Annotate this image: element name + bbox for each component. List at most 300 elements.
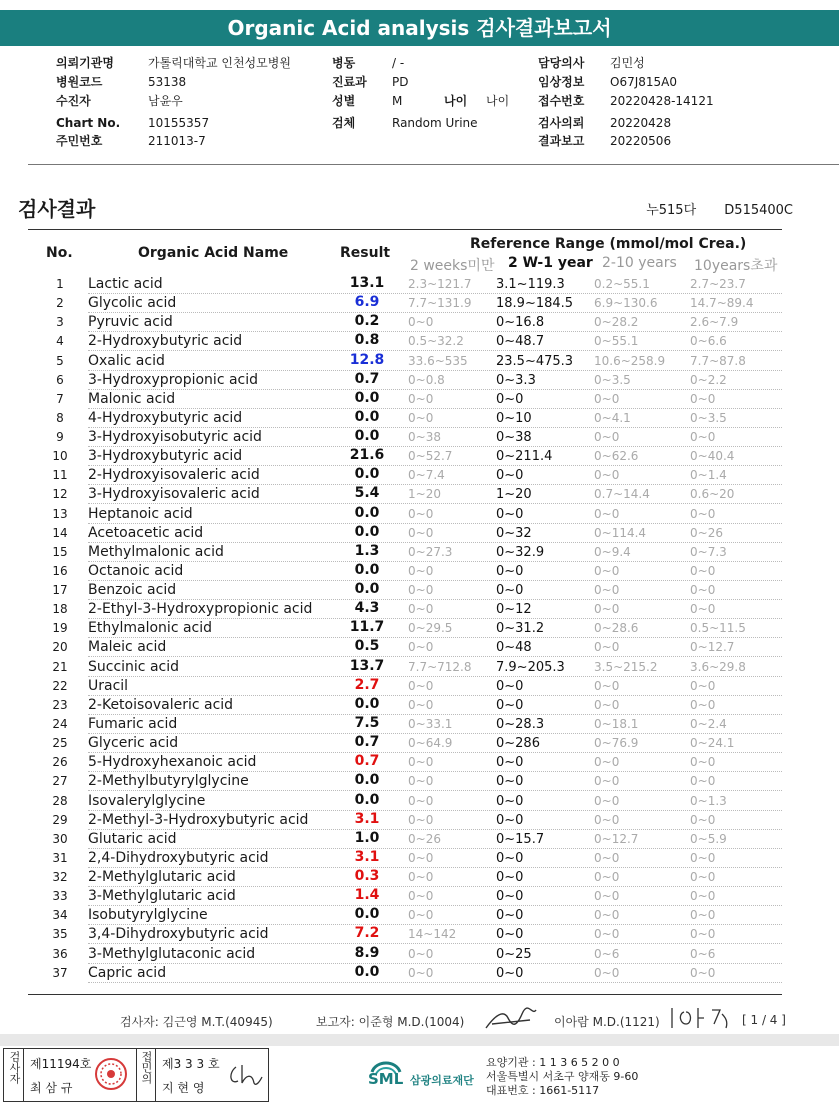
reference-range: 0~0: [594, 965, 620, 980]
result-value: 0.3: [354, 868, 380, 885]
table-row: [28, 313, 782, 332]
reference-range: 0~0: [408, 583, 434, 598]
reference-range: 0~0: [690, 774, 716, 789]
info-value-report-date: 20220506: [610, 134, 672, 148]
acid-name: 2-Methylbutyrylglycine: [88, 773, 249, 790]
acid-name: Glycolic acid: [88, 295, 177, 312]
result-value: 13.7: [349, 657, 385, 674]
reference-range: 0~0: [408, 946, 434, 961]
reference-range: 0~26: [690, 525, 723, 540]
acid-name: 3-Methylglutaric acid: [88, 888, 236, 905]
row-number: 2: [56, 296, 64, 311]
header-name: Organic Acid Name: [138, 245, 289, 261]
table-row: [28, 581, 782, 600]
result-value: 12.8: [349, 351, 385, 368]
result-value: 0.0: [354, 906, 380, 923]
row-number: 19: [52, 621, 68, 636]
reference-range: 0~0: [690, 583, 716, 598]
table-row: [28, 562, 782, 581]
info-value-ward: / -: [392, 56, 405, 70]
reference-range: 0~0: [594, 602, 620, 617]
reference-range: 0~40.4: [690, 449, 735, 464]
result-value: 13.1: [349, 275, 385, 291]
reference-range: 0~62.6: [594, 449, 639, 464]
reference-range: 0~0: [690, 506, 716, 521]
reference-range: 2.3~121.7: [408, 277, 472, 291]
result-value: 11.7: [349, 619, 385, 636]
reference-range: 0~55.1: [594, 334, 639, 349]
reference-range: 0~15.7: [496, 831, 545, 847]
reference-range: 0~4.1: [594, 410, 631, 425]
table-row: [28, 409, 782, 428]
table-row: [28, 849, 782, 868]
acid-name: 3-Hydroxyisovaleric acid: [88, 486, 260, 503]
info-value-resident-no: 211013-7: [148, 134, 206, 148]
result-value: 0.7: [354, 753, 380, 770]
table-row: [28, 505, 782, 524]
reference-range: 0~0: [594, 927, 620, 942]
reference-range: 0~0: [594, 812, 620, 827]
reference-range: 0~29.5: [408, 621, 453, 636]
acid-name: Succinic acid: [88, 658, 180, 675]
result-value: 3.1: [354, 810, 380, 827]
reference-range: 0~0: [594, 908, 620, 923]
result-value: 8.9: [354, 944, 380, 961]
acid-name: 3-Hydroxyisobutyric acid: [88, 429, 262, 446]
stamp-signature: [226, 1061, 264, 1089]
reference-range: 0~0: [690, 755, 716, 770]
signature-line: [120, 1010, 800, 1032]
reference-range: 0~0: [690, 430, 716, 445]
acid-name: 2-Ethyl-3-Hydroxypropionic acid: [88, 601, 313, 618]
reference-range: 0~0: [594, 755, 620, 770]
acid-name: 2-Hydroxybutyric acid: [88, 333, 243, 350]
reference-range: 0~0: [594, 697, 620, 712]
info-label-ward: 병동: [332, 56, 356, 70]
reference-range: 0~0: [594, 678, 620, 693]
reference-range: 0~0: [496, 870, 524, 886]
info-divider: [28, 164, 839, 165]
result-value: 0.0: [354, 695, 380, 712]
reference-range: 0~24.1: [690, 736, 735, 751]
row-number: 1: [56, 277, 64, 291]
result-value: 0.0: [354, 504, 380, 521]
reference-range: 0~2.4: [690, 716, 727, 731]
result-value: 0.0: [354, 561, 380, 578]
reference-range: 0~0: [690, 927, 716, 942]
result-value: 3.1: [354, 848, 380, 865]
row-number: 7: [56, 391, 64, 406]
reviewer-label: 이아람 M.D.(1121): [554, 1015, 660, 1029]
table-row: [28, 275, 782, 294]
table-row: [28, 638, 782, 657]
row-number: 34: [52, 908, 68, 923]
row-number: 31: [52, 850, 68, 865]
table-row: [28, 390, 782, 409]
acid-name: Oxalic acid: [88, 352, 165, 369]
table-row: [28, 600, 782, 619]
table-row: [28, 753, 782, 772]
reporter-label: 보고자: 이준형 M.D.(1004): [316, 1015, 465, 1029]
reference-range: 0.2~55.1: [594, 277, 650, 291]
reference-range: 0~0: [408, 525, 434, 540]
result-value: 7.5: [354, 714, 380, 731]
results-heading: 검사결과: [18, 197, 96, 221]
reference-range: 1~20: [496, 487, 532, 503]
result-value: 2.7: [354, 676, 380, 693]
reference-range: 0~0: [594, 640, 620, 655]
table-row: [28, 543, 782, 562]
reference-range: 0~0: [496, 850, 524, 866]
reference-range: 0~114.4: [594, 525, 647, 540]
reference-range: 0.7~14.4: [594, 487, 650, 502]
reference-range: 14.7~89.4: [690, 296, 754, 311]
reference-range: 0~28.2: [594, 315, 639, 330]
stamp-right-number: 제3 3 3 호: [162, 1057, 220, 1071]
reference-range: 0~7.4: [408, 468, 445, 483]
acid-name: 5-Hydroxyhexanoic acid: [88, 754, 257, 771]
info-value-clinical: O67J815A0: [610, 75, 678, 89]
row-number: 26: [52, 755, 68, 770]
reference-range: 0~64.9: [408, 736, 453, 751]
row-number: 18: [52, 602, 68, 617]
reference-range: 0~0: [408, 602, 434, 617]
acid-name: Octanoic acid: [88, 562, 184, 579]
reference-range: 7.7~87.8: [690, 353, 746, 368]
header-col-2w1y: 2 W-1 year: [508, 255, 593, 271]
acid-name: 4-Hydroxybutyric acid: [88, 409, 243, 426]
row-number: 36: [52, 946, 68, 961]
row-number: 23: [52, 697, 68, 712]
header-col-10y: 10years초과: [694, 258, 778, 274]
reference-range: 33.6~535: [408, 353, 468, 368]
info-value-specimen: Random Urine: [392, 116, 478, 130]
reference-range: 0~0: [594, 391, 620, 406]
reference-range: 0~0: [594, 889, 620, 904]
reference-range: 0~0: [594, 430, 620, 445]
row-number: 4: [56, 334, 64, 349]
reference-range: 0~0: [408, 506, 434, 521]
table-row: [28, 715, 782, 734]
reference-range: 0~28.6: [594, 621, 639, 636]
row-number: 30: [52, 831, 68, 846]
reference-range: 0~25: [496, 946, 532, 962]
row-number: 8: [56, 410, 64, 425]
row-number: 22: [52, 678, 68, 693]
acid-name: Acetoacetic acid: [88, 524, 204, 541]
table-row: [28, 294, 782, 313]
row-number: 14: [52, 525, 68, 540]
info-value-chart-no: 10155357: [148, 116, 210, 130]
info-label-accession: 접수번호: [538, 94, 585, 108]
acid-name: 2-Methylglutaric acid: [88, 869, 236, 886]
reference-range: 0.5~32.2: [408, 334, 464, 349]
reference-range: 0~5.9: [690, 831, 727, 846]
reference-range: 0~0: [690, 697, 716, 712]
table-row: [28, 792, 782, 811]
reference-range: 0~0: [496, 468, 524, 484]
acid-name: Glutaric acid: [88, 830, 177, 847]
reference-range: 7.7~712.8: [408, 659, 472, 674]
reference-range: 0~0: [408, 697, 434, 712]
reference-range: 0~31.2: [496, 621, 545, 637]
reference-range: 0~0: [408, 850, 434, 865]
reference-range: 0~0: [408, 812, 434, 827]
reference-range: 0~38: [496, 430, 532, 446]
reference-range: 0~0: [408, 391, 434, 406]
reference-range: 0~0: [496, 927, 524, 943]
reference-range: 0~28.3: [496, 716, 545, 732]
reference-range: 0~0: [496, 563, 524, 579]
result-value: 0.0: [354, 791, 380, 808]
result-value: 0.0: [354, 963, 380, 980]
reference-range: 0~76.9: [594, 736, 639, 751]
reference-range: 0~1.3: [690, 793, 727, 808]
info-label-chart-no: Chart No.: [56, 116, 121, 130]
reference-range: 18.9~184.5: [496, 296, 574, 312]
reference-range: 0~3.3: [496, 372, 536, 388]
header-result: Result: [340, 245, 391, 261]
row-number: 28: [52, 793, 68, 808]
row-number: 10: [52, 449, 68, 464]
reference-range: 0~0: [690, 889, 716, 904]
table-row: [28, 524, 782, 543]
reference-range: 0~0: [594, 563, 620, 578]
reference-range: 0~0: [690, 850, 716, 865]
reference-range: 0~6.6: [690, 334, 727, 349]
row-separator: [88, 982, 782, 983]
acid-name: 2,4-Dihydroxybutyric acid: [88, 849, 269, 866]
reference-range: 0~0.8: [408, 372, 445, 387]
result-value: 0.0: [354, 523, 380, 540]
table-row: [28, 906, 782, 925]
result-value: 5.4: [354, 485, 380, 502]
result-value: 4.3: [354, 600, 380, 617]
reference-range: 0~0: [496, 678, 524, 694]
reference-range: 7.7~131.9: [408, 296, 472, 311]
reference-range: 0~0: [408, 678, 434, 693]
result-value: 0.0: [354, 466, 380, 483]
lab-phone: 대표번호 : 1661-5117: [486, 1084, 600, 1097]
reference-range: 0~3.5: [594, 372, 631, 387]
info-value-patient: 남윤우: [148, 94, 183, 108]
reference-range: 0~27.3: [408, 544, 453, 559]
reference-range: 0~0: [594, 870, 620, 885]
reference-range: 0~0: [690, 563, 716, 578]
info-label-department: 진료과: [332, 75, 367, 89]
reference-range: 3.1~119.3: [496, 277, 565, 292]
acid-name: 3,4-Dihydroxybutyric acid: [88, 926, 269, 943]
patient-info: [28, 54, 818, 162]
info-value-request-date: 20220428: [610, 116, 672, 130]
acid-name: 3-Hydroxypropionic acid: [88, 371, 259, 388]
reference-range: 0~0: [690, 602, 716, 617]
row-number: 5: [56, 353, 64, 368]
reference-range: 0~48: [496, 640, 532, 656]
lab-address: 서울특별시 서초구 양재동 9-60: [486, 1070, 639, 1083]
reference-range: 0~0: [594, 468, 620, 483]
row-number: 12: [52, 487, 68, 502]
reference-range: 0~48.7: [496, 334, 545, 350]
reference-range: 0~9.4: [594, 544, 631, 559]
reference-range: 0~1.4: [690, 468, 727, 483]
row-number: 9: [56, 430, 64, 445]
stamp-left-name: 최 삼 규: [30, 1081, 73, 1095]
reference-range: 0~32.9: [496, 544, 545, 560]
result-value: 7.2: [354, 925, 380, 942]
row-number: 13: [52, 506, 68, 521]
reference-range: 0~26: [408, 831, 441, 846]
reference-range: 14~142: [408, 927, 457, 942]
info-label-specimen: 검체: [332, 116, 356, 130]
reference-range: 0~12.7: [594, 831, 639, 846]
row-number: 11: [52, 468, 68, 483]
reference-range: 2.6~7.9: [690, 315, 739, 330]
reference-range: 0.5~11.5: [690, 621, 746, 636]
reference-range: 0~3.5: [690, 410, 727, 425]
result-value: 0.0: [354, 428, 380, 445]
reference-range: 3.6~29.8: [690, 659, 746, 674]
reference-range: 0~211.4: [496, 449, 553, 465]
table-row: [28, 428, 782, 447]
reference-range: 1~20: [408, 487, 441, 502]
reference-range: 0~7.3: [690, 544, 727, 559]
table-row: [28, 964, 782, 983]
acid-name: Uracil: [88, 677, 129, 694]
reference-range: 0~0: [594, 850, 620, 865]
info-value-accession: 20220428-14121: [610, 94, 714, 108]
reference-range: 0~38: [408, 430, 441, 445]
table-row: [28, 658, 782, 677]
row-number: 21: [52, 659, 68, 674]
reference-range: 0~0: [496, 755, 524, 771]
reference-range: 0~0: [496, 774, 524, 790]
reference-range: 0~0: [408, 563, 434, 578]
acid-name: Isovalerylglycine: [88, 792, 206, 809]
acid-name: Methylmalonic acid: [88, 543, 224, 560]
reference-range: 23.5~475.3: [496, 353, 574, 369]
reference-range: 0.6~20: [690, 487, 735, 502]
reference-range: 0~6: [690, 946, 716, 961]
result-value: 0.7: [354, 370, 380, 387]
reference-range: 0~0: [408, 774, 434, 789]
acid-name: Glyceric acid: [88, 735, 179, 752]
reference-range: 0~0: [496, 583, 524, 599]
report-title: Organic Acid analysis 검사결과보고서: [0, 10, 839, 46]
table-row: [28, 677, 782, 696]
reference-range: 0~16.8: [496, 315, 545, 331]
test-code-en: D515400C: [724, 203, 793, 218]
table-row: [28, 619, 782, 638]
result-value: 0.0: [354, 581, 380, 598]
reference-range: 0~0: [594, 583, 620, 598]
table-row: [28, 696, 782, 715]
acid-name: Capric acid: [88, 964, 167, 981]
test-codes: [622, 199, 793, 218]
row-number: 3: [56, 315, 64, 330]
footer-band: [0, 1034, 839, 1046]
reference-range: 0~0: [496, 506, 524, 522]
info-label-institution: 의뢰기관명: [56, 56, 114, 70]
stamp-left-number: 제11194호: [30, 1057, 92, 1071]
row-number: 15: [52, 544, 68, 559]
reference-range: 0~10: [496, 410, 532, 426]
table-row: [28, 485, 782, 504]
stamp-left-title: 검사자: [4, 1049, 24, 1101]
table-row: [28, 466, 782, 485]
lab-name: 삼광의료재단: [410, 1074, 474, 1087]
reference-range: 0~0: [496, 697, 524, 713]
result-value: 21.6: [349, 447, 385, 464]
reference-range: 0~0: [496, 889, 524, 905]
table-row: [28, 447, 782, 466]
reference-range: 0~0: [408, 908, 434, 923]
reference-range: 0~12: [496, 602, 532, 618]
table-row: [28, 811, 782, 830]
reference-range: 0~32: [496, 525, 532, 541]
info-value-doctor: 김민성: [610, 56, 645, 70]
row-number: 25: [52, 736, 68, 751]
seal-icon: [94, 1057, 128, 1091]
reference-range: 3.5~215.2: [594, 659, 658, 674]
reference-range: 0~0: [408, 640, 434, 655]
table-row: [28, 925, 782, 944]
result-value: 1.3: [354, 542, 380, 559]
header-col-2-10y: 2-10 years: [602, 255, 677, 271]
table-row: [28, 352, 782, 371]
acid-name: 2-Hydroxyisovaleric acid: [88, 467, 260, 484]
examiner-label: 검사자: 김근영 M.T.(40945): [120, 1015, 273, 1029]
info-label-clinical: 임상정보: [538, 75, 585, 89]
table-row: [28, 830, 782, 849]
result-value: 1.4: [354, 887, 380, 904]
info-label-patient: 수진자: [56, 94, 91, 108]
row-number: 27: [52, 774, 68, 789]
lab-details: [486, 1056, 638, 1098]
reference-range: 0~0: [690, 870, 716, 885]
row-number: 29: [52, 812, 68, 827]
reference-range: 0~0: [690, 391, 716, 406]
info-value-institution: 가톨릭대학교 인천성모병원: [148, 56, 291, 70]
lab-logo-text: SML: [368, 1070, 404, 1088]
result-value: 6.9: [354, 294, 380, 311]
reference-range: 2.7~23.7: [690, 277, 746, 291]
acid-name: Ethylmalonic acid: [88, 620, 213, 637]
reference-range: 0~0: [690, 678, 716, 693]
acid-name: Pyruvic acid: [88, 314, 173, 331]
lab-code: 요양기관 : 1 1 3 6 5 2 0 0: [486, 1056, 620, 1069]
table-row: [28, 371, 782, 390]
reference-range: 0~0: [690, 965, 716, 980]
certification-stamps: [3, 1048, 269, 1102]
reference-range: 6.9~130.6: [594, 296, 658, 311]
row-number: 6: [56, 372, 64, 387]
acid-name: Benzoic acid: [88, 582, 177, 599]
row-number: 20: [52, 640, 68, 655]
lab-info: [366, 1052, 666, 1100]
reporter-signature: [482, 1006, 540, 1032]
acid-name: Heptanoic acid: [88, 505, 193, 522]
acid-name: 3-Methylglutaconic acid: [88, 945, 256, 962]
acid-name: Maleic acid: [88, 639, 167, 656]
info-value-sex: M: [392, 94, 403, 108]
result-value: 0.0: [354, 772, 380, 789]
reference-range: 0~0: [408, 793, 434, 808]
reference-range: 0~0: [594, 774, 620, 789]
stamp-right-name: 지 현 영: [162, 1081, 205, 1095]
info-label-doctor: 담당의사: [538, 56, 585, 70]
reference-range: 0~6: [594, 946, 620, 961]
